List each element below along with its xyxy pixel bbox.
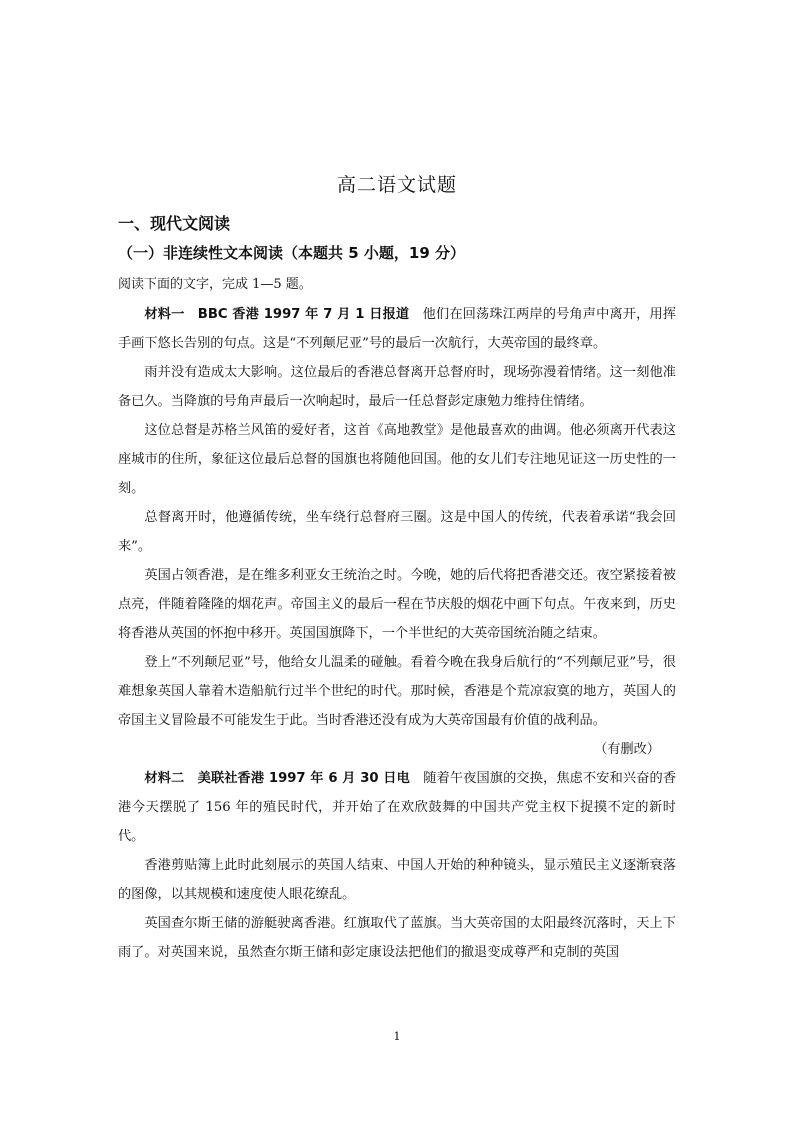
material1-paragraph: 雨并没有造成太大影响。这位最后的香港总督离开总督府时，现场弥漫着情绪。这一刻他准备已久。当降旗的号角声最后一次响起时，最后一任总督彭定康勉力维持住情绪。 — [118, 365, 676, 409]
source-note: （有删改） — [594, 742, 660, 757]
material2-label: 材料二 美联社香港 1997 年 6 月 30 日电 — [144, 771, 410, 786]
material1-paragraph: 登上“不列颠尼亚”号，他给女儿温柔的碰触。看着今晚在我身后航行的“不列颠尼亚”号，很难想象英国人靠着木造船航行过半个世纪的时代。那时候，香港是个荒凉寂寞的地方，英国人的帝国主义冒险最不可能发生于此。当时香港还没有成为大英帝国最有价值的战利品。 （有删改） — [118, 648, 676, 764]
subsection-heading: （一）非连续性文本阅读（本题共 5 小题，19 分） — [118, 244, 465, 262]
material2-paragraph: 香港剪贴簿上此时此刻展示的英国人结束、中国人开始的种种镜头，显示殖民主义逐渐衰落的图像，以其规模和速度使人眼花缭乱。 — [118, 858, 676, 902]
material1-paragraph: 材料一 BBC 香港 1997 年 7 月 1 日报道 他们在回荡珠江两岸的号角声中离开，用挥手画下悠长告别的句点。这是“不列颠尼亚”号的最后一次航行，大英帝国的最终章。 — [118, 307, 677, 351]
material1-paragraph: 总督离开时，他遵循传统，坐车绕行总督府三圈。这是中国人的传统，代表着承诺“我会回来”。 — [118, 510, 676, 554]
section-heading: 一、现代文阅读 — [118, 214, 231, 233]
page-title: 高二语文试题 — [336, 174, 457, 196]
material1-label: 材料一 BBC 香港 1997 年 7 月 1 日报道 — [144, 307, 410, 322]
instruction-text: 阅读下面的文字，完成 1—5 题。 — [118, 277, 312, 292]
material1-paragraph: 英国占领香港，是在维多利亚女王统治之时。今晚，她的后代将把香港交还。夜空紧接着被点亮，伴随着隆隆的烟花声。帝国主义的最后一程在节庆般的烟花中画下句点。午夜来到，历史将香港从英国的怀抱中移开。英国国旗降下，一个半世纪的大英帝国统治随之结束。 — [118, 568, 676, 641]
material2-paragraph: 材料二 美联社香港 1997 年 6 月 30 日电 随着午夜国旗的交换，焦虑不安和兴奋的香港今天摆脱了 156 年的殖民时代，并开始了在欢欣鼓舞的中国共产党主权下捉摸不定的新时代。 — [118, 771, 677, 844]
page-number: 1 — [393, 1030, 401, 1043]
material2-paragraph: 英国查尔斯王储的游艇驶离香港。红旗取代了蓝旗。当大英帝国的太阳最终沉落时，天上下雨了。对英国来说，虽然查尔斯王储和彭定康设法把他们的撤退变成尊严和克制的英国 — [118, 916, 676, 960]
material1-paragraph: 这位总督是苏格兰风笛的爱好者，这首《高地教堂》是他最喜欢的曲调。他必须离开代表这座城市的住所，象征这位最后总督的国旗也将随他回国。他的女儿们专注地见证这一历史性的一刻。 — [118, 423, 676, 496]
